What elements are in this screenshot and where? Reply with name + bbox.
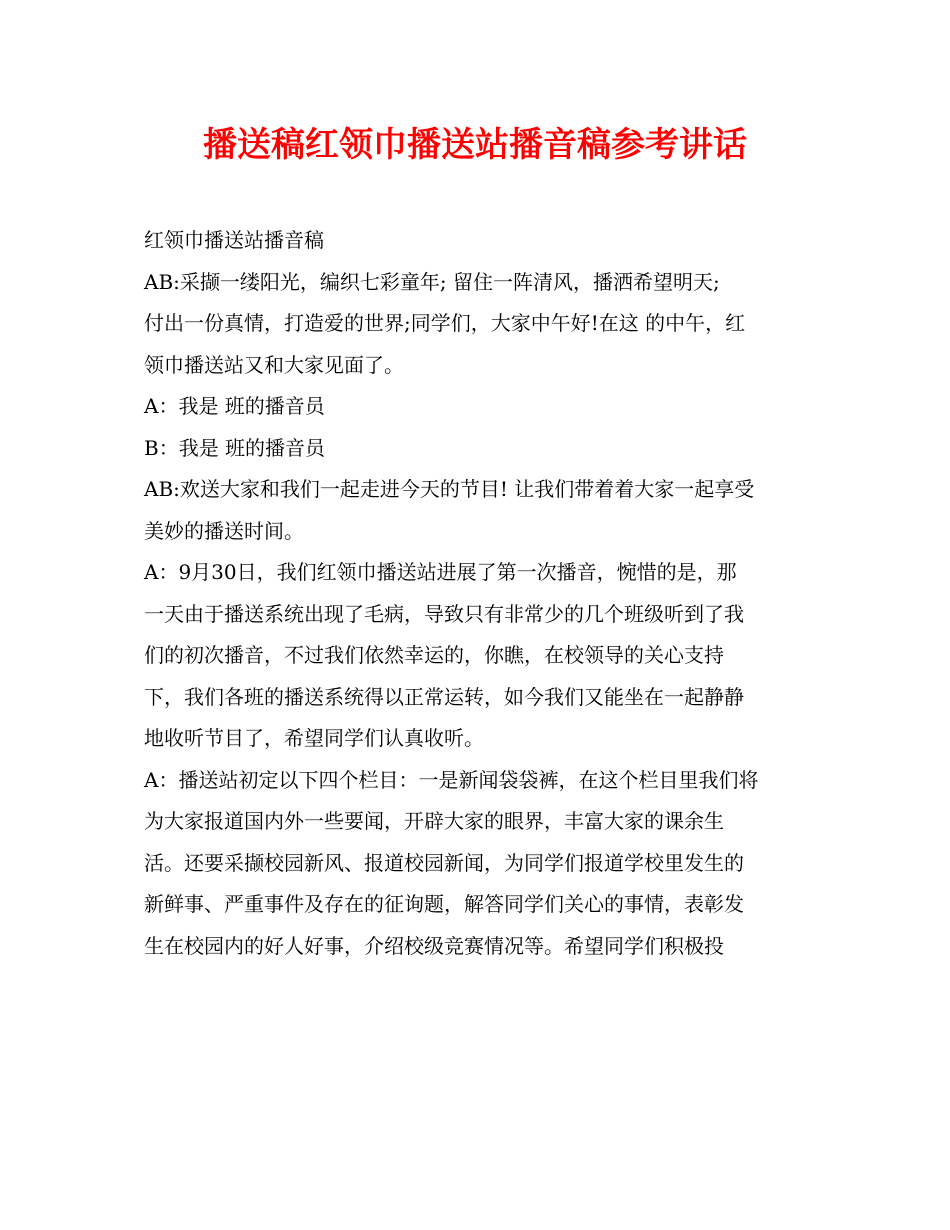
paragraph-line: A：9月30日，我们红领巾播送站进展了第一次播音，惋惜的是，那 <box>144 560 737 584</box>
document-body <box>144 220 810 967</box>
paragraph-line: 生在校园内的好人好事，介绍校级竞赛情况等。希望同学们积极投 <box>144 933 724 958</box>
paragraph-line: AB:采撷一缕阳光，编织七彩童年; 留住一阵清风，播洒希望明天; <box>144 269 720 294</box>
paragraph-line: 一天由于播送系统出现了毛病，导致只有非常少的几个班级听到了我 <box>144 601 744 626</box>
paragraph-line: 新鲜事、严重事件及存在的征询题，解答同学们关心的事情，表彰发 <box>144 892 744 916</box>
paragraph-line: 活。还要采撷校园新风、报道校园新闻，为同学们报道学校里发生的 <box>144 850 744 875</box>
paragraph-line: 红领巾播送站播音稿 <box>144 228 324 252</box>
paragraph-line: 为大家报道国内外一些要闻，开辟大家的眼界，丰富大家的课余生 <box>144 809 724 833</box>
paragraph-line: 地收听节目了，希望同学们认真收听。 <box>144 726 484 750</box>
paragraph-line: A：播送站初定以下四个栏目：一是新闻袋袋裤，在这个栏目里我们将 <box>144 767 759 792</box>
document-title: 播送稿红领巾播送站播音稿参考讲话 <box>203 125 747 165</box>
paragraph-line: 下，我们各班的播送系统得以正常运转，如今我们又能坐在一起静静 <box>144 684 744 709</box>
paragraph-line: 美妙的播送时间。 <box>144 518 304 543</box>
paragraph-line: 们的初次播音，不过我们依然幸运的，你瞧，在校领导的关心支持 <box>144 643 724 667</box>
paragraph-line: 领巾播送站又和大家见面了。 <box>144 352 404 377</box>
paragraph-line: B：我是 班的播音员 <box>144 435 326 460</box>
paragraph-line: A：我是 班的播音员 <box>144 394 325 418</box>
paragraph-line: 付出一份真情，打造爱的世界;同学们，大家中午好!在这 的中午，红 <box>144 311 746 335</box>
paragraph-line: AB:欢送大家和我们一起走进今天的节目! 让我们带着着大家一起享受 <box>144 477 755 501</box>
